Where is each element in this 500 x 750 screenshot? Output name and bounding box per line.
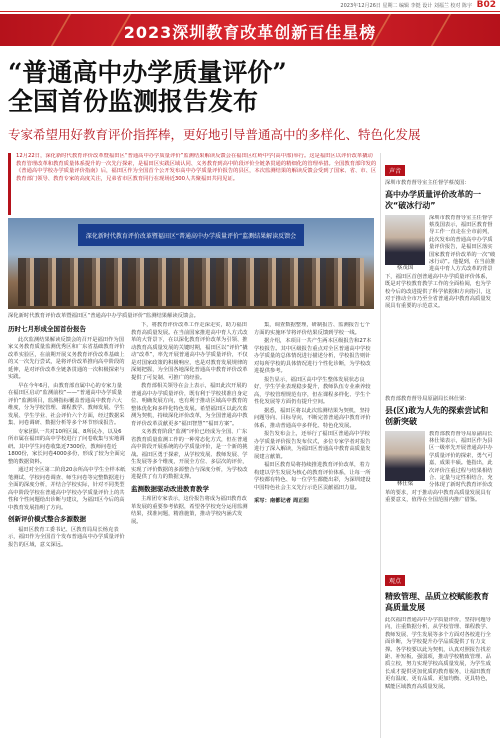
page-number: B02 xyxy=(476,0,496,10)
sidebar-speaker: 教育部教育督导局原副局长林仕梁： xyxy=(385,396,470,402)
sidebar-text: 此次福田普通高中办学质量评价，坚持问题导向，注重数据分析，从学校管理、课程教学、教师发展、学生发展等多个方面对各校进行全面诊断，为学校提升办学品质提供了有力支撑。各学校要以此为契机，认真对照报告找差距、补短板、强弱项，推动学校精致管理、品质立校，努力实现学校高质量发展，为学生成长成才提供更加优质的教育服务，让福田教育更有温度、更有品质、更加均衡、更具特色，赋能区域教育高质量发展。 xyxy=(385,617,491,690)
section-title: 创新评价模式整合多源数据 xyxy=(8,515,86,523)
paragraph: 主席团专家表示，这份报告将成为福田教育改革发展的重要参考依据，希望各学校充分运用监测结果，找准问题，精准施策，推动学校内涵式发展。 xyxy=(131,496,248,525)
sidebar-text: 教育部教育督导局原副局长林仕梁表示，福田区作为县区一级率先开展普通高中办学质量评价的探索，勇气可嘉，成果丰硕。他指出，此次评价注重过程与结果相结合、定量与定性相结合，充分体现了新时代教育评价改革的要求，对于推动高中教育高质量发展具有重要意义，值得在全国范围内推广借鉴。 xyxy=(385,430,493,504)
banner-title: 2023深圳教育改革创新百佳星榜 xyxy=(123,23,377,42)
sidebar-body xyxy=(385,431,496,505)
article-column-3 xyxy=(254,322,372,734)
headline-line-2: 全国首份监测报告发布 xyxy=(8,87,259,116)
sidebar-expert xyxy=(385,396,496,566)
sidebar-title: 高中办学质量评价改革的一次“破冰行动” xyxy=(385,189,481,210)
header-info: 2023年12月26日 星期二 编辑 李挺 设计 刘福兰 校对 陈宇 xyxy=(340,3,472,9)
headline xyxy=(8,58,408,116)
page-header xyxy=(0,0,500,12)
sidebar-text: 深圳市教育督导室主任督学蔡茂国表示，福田区教育督导工作一直走在全市前列，此次发布的普通高中办学质量评价报告，是福田区落实国家教育评价改革的一次“破冰行动”。他提到，在当前推进高中育人方式改革的背景下，福田区首创普通高中办学质量评价体系，既是对学校教育教学工作的全面检阅，也为学校今后的改进提供了科学依据和方向指引，这对于推动全市乃至全省普通高中教育高质量发展具有重要的示范意义。 xyxy=(385,214,496,310)
photo-caption: 深化新时代教育评价改革暨福田区“普通高中办学质量评价”监测结果解读反馈会。 xyxy=(8,313,199,319)
article-column-2 xyxy=(131,322,249,734)
paragraph: 教育部相关领导在会上表示，福田此次开展的普通高中办学质量评价，既有利于学校找准自身定位、明确发展方向，也有利于推动区域高中教育的整体优化和多样化特色发展。希望福田区以此次监测为契机，持续深化评价改革，为全国普通高中教育评价改革贡献更多“福田智慧”“福田方案”。 xyxy=(131,383,248,427)
column-divider xyxy=(380,153,381,738)
stage-screen-text: 深化新时代教育评价改革暨福田区“普通高中办学质量评价”监测结果解读反馈会 xyxy=(85,233,297,240)
paragraph: 据介绍，本项目一共产生两本区级报告和27本学校报告。其中区级报告重点对全区普通高中学校办学质量的总体情况进行描述分析，学校报告则针对每所学校的具体情况进行个性化诊断，为学校改进提供参考。 xyxy=(254,338,372,374)
portrait-photo xyxy=(385,215,425,272)
paragraph: 集，调查数据整理，研制报告、监测报告七个方面的实施环节将评价结果反馈到学校一线。 xyxy=(254,322,370,336)
portrait-name: 林仕梁 xyxy=(396,481,414,488)
paragraph: 通过对全区第二阶段20余所高中学生全样本纸笔测试、学校问卷调查、师生问卷等完整数据进行全面的深度分析，并结合学校实际，针对不同类型高中阶段学校在普通高中学校办学质量评价上的共性和个性问题给出诊断与建议，为福田区今后的高中教育发展指明了方向。 xyxy=(8,467,126,511)
paragraph: 福田区教育局将持续推进教育评价改革，着力构建以学生发展为核心的教育评价体系，让每一所学校都有特色、每一位学生都能出彩，为深圳建设中国特色社会主义先行示范区贡献福田力量。 xyxy=(254,462,371,491)
event-photo xyxy=(8,218,374,309)
paragraph: 早在今年6月，由教育部直属中心的专家力量在福田区启动“监测前校”——“普通高中办学质量评价”监测项目，监测指标覆盖普通高中教育六大维度，分为学校管理、课程教学、教师发展、学生发展、学生学业、社会评价六个方面，经过数据采集、问卷调研、数据分析等多个环节形成报告。 xyxy=(8,382,125,426)
sidebar-speaker: 深圳市教育督导室主任督学蔡茂国： xyxy=(385,180,470,186)
sidebar-body xyxy=(385,215,496,311)
article-column-1 xyxy=(8,322,126,734)
headline-line-1: “普通高中办学质量评价” xyxy=(8,58,287,87)
paragraph: 福田区教育工委书记、区教育局局长杨克表示，福田作为全国首个发布普通高中办学质量评价报告的区域，意义深远。 xyxy=(8,526,125,548)
audience-crowd xyxy=(18,258,364,306)
paragraph: 义务教育阶段“监测”评价已经成为全国、广东省教育质量监测工作的一种常态化方式，但在普通高中阶段开展系统的办学质量评价，是一个新的挑战。福田区勇于探索，从学校发展、教师发展、学生发展等多个维度，开展全方位、多层次的评价，实现了评价数据的多源整合与深度分析，为学校改进提供了有力的数据支撑。 xyxy=(131,429,248,480)
sidebar-tag: 声音 xyxy=(385,165,405,176)
sidebar-title: 精致管理、品质立校赋能教育高质量发展 xyxy=(385,592,489,612)
paragraph: 报告显示，福田区高中学生整体发展状态良好，学生学业表现稳步提升，教师队伍专业素养较高，学校管理规范有序，但在课程多样化、学生个性化发展等方面仍有提升空间。 xyxy=(254,376,371,405)
sidebar-voice xyxy=(385,158,496,386)
section-banner xyxy=(0,14,500,46)
sidebar-title: 县(区)敢为人先的探索尝试和创新突破 xyxy=(385,405,489,426)
portrait-name: 蔡茂国 xyxy=(396,265,414,272)
paragraph: 据悉，福田区将以此次监测结果为契机，坚持问题导向、目标导向，不断完善普通高中教育评价体系，推动普通高中多样化、特色化发展。 xyxy=(254,407,371,429)
section-title: 历时七月形成全国首份报告 xyxy=(8,325,86,333)
paragraph: 下，将教育评价改革工作走深走实，助力福田教育高质量发展。在当前国家推进高中育人方式改革的大背景下，在以深化教育评价改革为引领、推动教育高质量发展的关键时期，福田区以“评价”撬动“改革”，率先开展普通高中办学质量评价，不仅是对国家政策的积极响应，也是对教育发展规律的深刻把握，为全国各地深化普通高中教育评价改革提供了可复制、可推广的经验。 xyxy=(131,322,248,381)
stage-screen xyxy=(78,224,304,246)
byline: 采写：南都记者 周正阳 xyxy=(254,498,309,504)
paragraph: 此次监测结果解读反馈会的召开是福田作为国家义务教育质量监测优秀区和广东省基础教育评价改革实验区，在前期开展义务教育评价改革基础上的又一次先行尝试，是将评价改革推向高中阶段的延伸，是对评价改革全链条贯通的一次积极探索与实践。 xyxy=(8,336,125,380)
section-title: 监测数据驱动改进教育教学 xyxy=(131,484,209,493)
paragraph: 报告发布会上，还举行了福田区普通高中学校办学质量评价报告发布仪式，多位专家学者对报告进行了深入解读，为福田区普通高中教育高质量发展建言献策。 xyxy=(254,431,371,460)
sidebar-opinion xyxy=(385,568,496,738)
lead-paragraph: 12月22日，深化新时代教育评价改革暨福田区“普通高中办学质量评价”监测结果解读反馈会在福田区红岭中学(高中部)举行。这是福田区以评价改革撬动教育管理改革和教育质量体系提升的一次先行探索，是福田区实践区域认同、义务教育到高中阶段评价全链条贯通的精细化的管理举措。全国教育部印发的《普通高中学校办学质量评价指南》后，福田区作为全国首个公开发布高中办学质量评价报告的县区，本次监测结果的解读反馈会受到了国家、省、市、区教育部门领导、教育专家的高度关注，兄弟省市区教育同行在现场近300人共聚福田共同见证。 xyxy=(8,153,378,215)
paragraph: 专家团队一共对10所区属、8所民办，以及6所市属在福田的高中学校进行了问卷收集与实地调研。其中学生问卷收集近7300份，教师问卷近1800份，家长问卷4000多份，形成了较为全面完整的数据资料。 xyxy=(8,428,126,465)
subheadline: 专家希望用好教育评价指挥棒，更好地引导普通高中的多样化、特色化发展 xyxy=(8,127,421,142)
sidebar-tag: 观点 xyxy=(385,575,405,586)
portrait-photo xyxy=(385,431,425,488)
